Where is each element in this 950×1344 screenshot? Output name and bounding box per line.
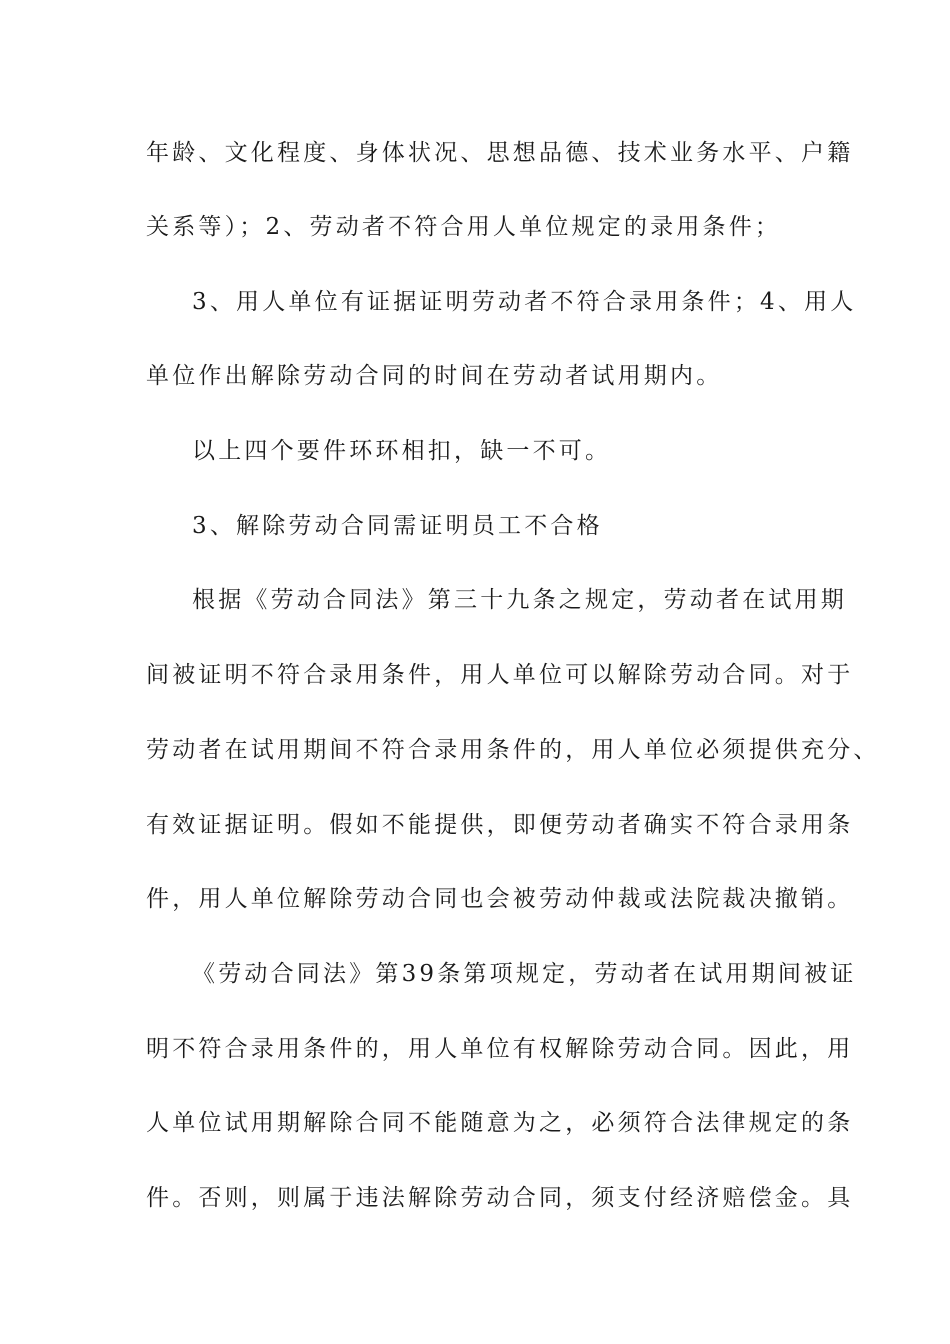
text-line-13: 明不符合录用条件的，用人单位有权解除劳动合同。因此，用 bbox=[146, 1036, 854, 1062]
section-heading: 3、解除劳动合同需证明员工不合格 bbox=[192, 513, 603, 539]
text-line-11: 件，用人单位解除劳动合同也会被劳动仲裁或法院裁决撤销。 bbox=[146, 886, 854, 912]
text-line-7: 根据《劳动合同法》第三十九条之规定，劳动者在试用期 bbox=[192, 587, 847, 613]
text-line-2: 关系等）；2、劳动者不符合用人单位规定的录用条件； bbox=[146, 214, 782, 240]
text-line-9: 劳动者在试用期间不符合录用条件的，用人单位必须提供充分、 bbox=[146, 737, 880, 763]
text-line-5: 以上四个要件环环相扣，缺一不可。 bbox=[192, 438, 612, 464]
text-line-14: 人单位试用期解除合同不能随意为之，必须符合法律规定的条 bbox=[146, 1110, 854, 1136]
text-line-10: 有效证据证明。假如不能提供，即便劳动者确实不符合录用条 bbox=[146, 812, 854, 838]
text-line-3: 3、用人单位有证据证明劳动者不符合录用条件；4、用人 bbox=[192, 289, 857, 315]
text-line-4: 单位作出解除劳动合同的时间在劳动者试用期内。 bbox=[146, 363, 723, 389]
text-line-8: 间被证明不符合录用条件，用人单位可以解除劳动合同。对于 bbox=[146, 662, 854, 688]
text-line-1: 年龄、文化程度、身体状况、思想品德、技术业务水平、户籍 bbox=[146, 140, 854, 166]
text-line-15: 件。否则，则属于违法解除劳动合同，须支付经济赔偿金。具 bbox=[146, 1185, 854, 1211]
text-line-12: 《劳动合同法》第39条第项规定，劳动者在试用期间被证 bbox=[192, 961, 857, 987]
